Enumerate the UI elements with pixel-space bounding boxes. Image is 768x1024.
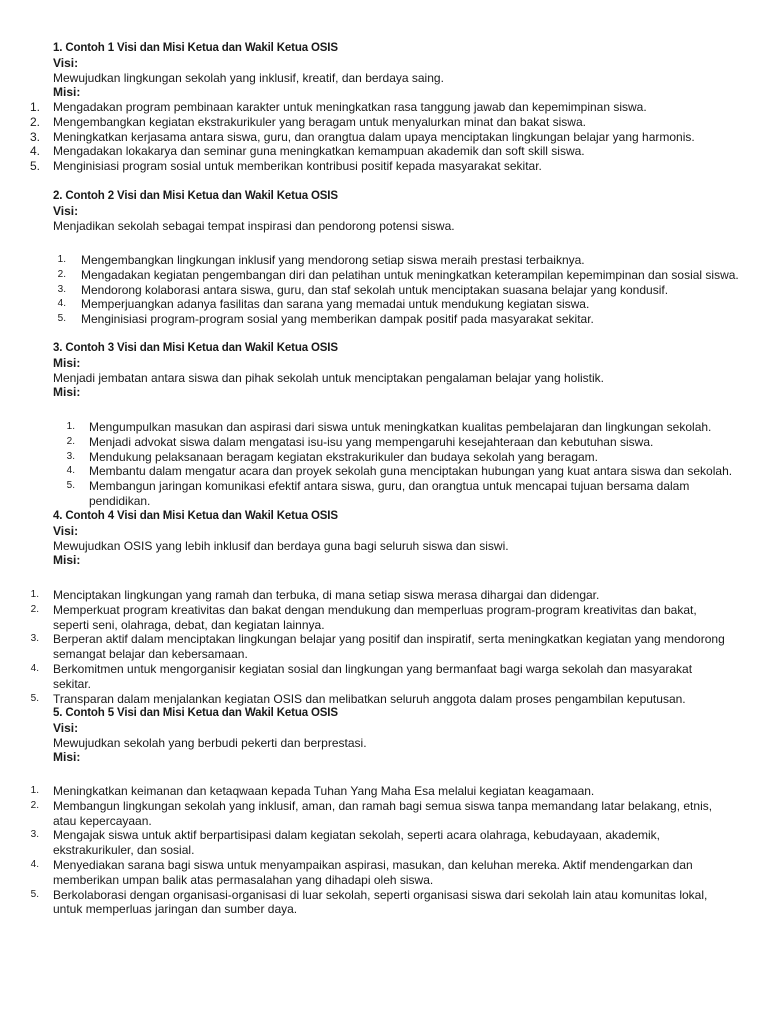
list-number: 5. — [29, 159, 40, 174]
list-item: 3. Mendorong kolaborasi antara siswa, guru, dan staf sekolah untuk menciptakan suasana belajar yang kondusif. — [0, 283, 740, 298]
list-item: 2. Menjadi advokat siswa dalam mengatasi isu-isu yang mempengaruhi kesejahteraan dan kebutuhan siswa. — [0, 435, 740, 450]
section-heading: 2. Contoh 2 Visi dan Misi Ketua dan Wakil Ketua OSIS — [53, 190, 338, 202]
list-number: 4. — [30, 858, 39, 870]
section-heading: 5. Contoh 5 Visi dan Misi Ketua dan Wakil Ketua OSIS — [53, 707, 338, 719]
list-item: 5. Transparan dalam menjalankan kegiatan OSIS dan melibatkan seluruh anggota dalam proses pengambilan keputusan. — [0, 692, 740, 707]
section-heading: 1. Contoh 1 Visi dan Misi Ketua dan Wakil Ketua OSIS — [53, 42, 338, 54]
list-item: 3. Meningkatkan kerjasama antara siswa, guru, dan orangtua dalam upaya menciptakan lingkungan belajar yang harmonis. — [0, 130, 740, 145]
visi-text: Menjadikan sekolah sebagai tempat inspirasi dan pendorong potensi siswa. — [53, 218, 455, 233]
list-item: 1. Mengembangkan lingkungan inklusif yang mendorong setiap siswa meraih prestasi terbaiknya. — [0, 253, 740, 268]
section-2 — [53, 189, 743, 233]
section-4 — [53, 509, 743, 568]
list-number: 5. — [66, 480, 75, 492]
list-number: 1. — [66, 421, 75, 432]
section-heading: 4. Contoh 4 Visi dan Misi Ketua dan Wakil Ketua OSIS — [53, 510, 338, 522]
list-number: 2. — [30, 603, 39, 615]
list-item: 2. Membangun lingkungan sekolah yang inklusif, aman, dan ramah bagi semua siswa tanpa memandang latar belakang, etnis, atau kepercayaan. — [0, 799, 740, 829]
list-item: 2. Mengembangkan kegiatan ekstrakurikuler yang beragam untuk menyalurkan minat dan bakat siswa. — [0, 115, 740, 130]
section-1 — [53, 41, 743, 100]
list-item: 1. Mengumpulkan masukan dan aspirasi dari siswa untuk meningkatkan kualitas pembelajaran dan lingkungan sekolah. — [0, 420, 740, 435]
section-3 — [53, 341, 743, 400]
misi-list-1 — [0, 100, 740, 174]
misi-list-2 — [0, 253, 740, 327]
list-number: 4. — [66, 465, 75, 477]
section-heading: 3. Contoh 3 Visi dan Misi Ketua dan Wakil Ketua OSIS — [53, 342, 338, 354]
misi-label: Misi: — [53, 553, 81, 568]
list-item: 3. Mendukung pelaksanaan beragam kegiatan ekstrakurikuler dan budaya sekolah yang beragam. — [0, 450, 740, 465]
list-number: 3. — [29, 129, 40, 144]
list-item: 3. Mengajak siswa untuk aktif berpartisipasi dalam kegiatan sekolah, seperti acara olahraga, kebudayaan, akademik, ekstrakurikuler, dan sosial. — [0, 828, 740, 858]
visi-text: Mewujudkan OSIS yang lebih inklusif dan berdaya guna bagi seluruh siswa dan siswi. — [53, 538, 509, 553]
list-number: 2. — [30, 799, 39, 811]
list-number: 2. — [66, 435, 75, 447]
list-number: 1. — [29, 100, 40, 114]
list-number: 4. — [30, 662, 39, 674]
list-number: 2. — [57, 268, 66, 280]
visi-label: Visi: — [53, 55, 79, 70]
list-item: 5. Menginisiasi program-program sosial yang memberikan dampak positif pada masyarakat sekitar. — [0, 312, 740, 327]
section-5 — [53, 706, 743, 765]
list-number: 5. — [30, 692, 39, 704]
visi-text: Menjadi jembatan antara siswa dan pihak sekolah untuk menciptakan pengalaman belajar yang holistik. — [53, 370, 605, 385]
list-item: 1. Mengadakan program pembinaan karakter untuk meningkatkan rasa tanggung jawab dan kepemimpinan siswa. — [0, 100, 740, 115]
list-item: 4. Mengadakan lokakarya dan seminar guna meningkatkan kemampuan akademik dan soft skill siswa. — [0, 144, 740, 159]
list-item: 2. Memperkuat program kreativitas dan bakat dengan mendukung dan memperluas program-program kreativitas dan bakat, seperti seni, olahraga, debat, dan kegiatan lainnya. — [0, 603, 740, 633]
list-item: 2. Mengadakan kegiatan pengembangan diri dan pelatihan untuk meningkatkan keterampilan kepemimpinan dan sosial siswa. — [0, 268, 740, 283]
list-item: 5. Membangun jaringan komunikasi efektif antara siswa, guru, dan orangtua untuk mencapai tujuan bersama dalam pendidikan. — [0, 479, 740, 509]
list-item: 4. Berkomitmen untuk mengorganisir kegiatan sosial dan lingkungan yang bermanfaat bagi warga sekolah dan masyarakat sekitar. — [0, 662, 740, 692]
list-number: 4. — [29, 144, 40, 159]
list-item: 4. Menyediakan sarana bagi siswa untuk menyampaikan aspirasi, masukan, dan keluhan mereka. Aktif mendengarkan dan memberikan umpan balik atas permasalahan yang dihadapi oleh siswa. — [0, 858, 740, 888]
list-number: 5. — [30, 888, 39, 900]
list-number: 3. — [57, 283, 66, 295]
misi-list-3 — [0, 420, 740, 509]
list-number: 3. — [66, 450, 75, 462]
list-number: 2. — [29, 114, 40, 129]
visi-text: Mewujudkan sekolah yang berbudi pekerti dan berprestasi. — [53, 735, 367, 750]
list-number: 3. — [30, 633, 39, 645]
misi-label: Misi: — [53, 85, 81, 100]
visi-text: Mewujudkan lingkungan sekolah yang inklusif, kreatif, dan berdaya saing. — [53, 70, 444, 85]
visi-label: Visi: — [53, 720, 79, 735]
visi-label: Visi: — [53, 523, 79, 538]
list-number: 1. — [30, 589, 39, 600]
misi-list-4 — [0, 588, 740, 706]
misi-label: Misi: — [53, 750, 81, 765]
list-number: 3. — [30, 829, 39, 841]
list-item: 5. Berkolaborasi dengan organisasi-organisasi di luar sekolah, seperti organisasi siswa dari sekolah lain atau komunitas lokal, untuk memperluas jaringan dan sumber daya. — [0, 888, 740, 918]
list-item: 3. Berperan aktif dalam menciptakan lingkungan belajar yang positif dan inspiratif, serta meningkatkan kegiatan yang mendorong semangat belajar dan kebersamaan. — [0, 632, 740, 662]
list-number: 1. — [57, 254, 66, 265]
list-number: 5. — [57, 313, 66, 325]
list-item: 4. Memperjuangkan adanya fasilitas dan sarana yang memadai untuk mendukung kegiatan siswa. — [0, 297, 740, 312]
list-item: 1. Menciptakan lingkungan yang ramah dan terbuka, di mana setiap siswa merasa dihargai dan didengar. — [0, 588, 740, 603]
list-number: 4. — [57, 298, 66, 310]
visi-label: Misi: — [53, 355, 81, 370]
misi-list-5 — [0, 784, 740, 917]
list-item: 5. Menginisiasi program sosial untuk memberikan kontribusi positif kepada masyarakat sekitar. — [0, 159, 740, 174]
list-number: 1. — [30, 785, 39, 796]
list-item: 4. Membantu dalam mengatur acara dan proyek sekolah guna menciptakan hubungan yang kuat antara siswa dan sekolah. — [0, 464, 740, 479]
list-item: 1. Meningkatkan keimanan dan ketaqwaan kepada Tuhan Yang Maha Esa melalui kegiatan keagamaan. — [0, 784, 740, 799]
visi-label: Visi: — [53, 203, 79, 218]
misi-label: Misi: — [53, 385, 81, 400]
